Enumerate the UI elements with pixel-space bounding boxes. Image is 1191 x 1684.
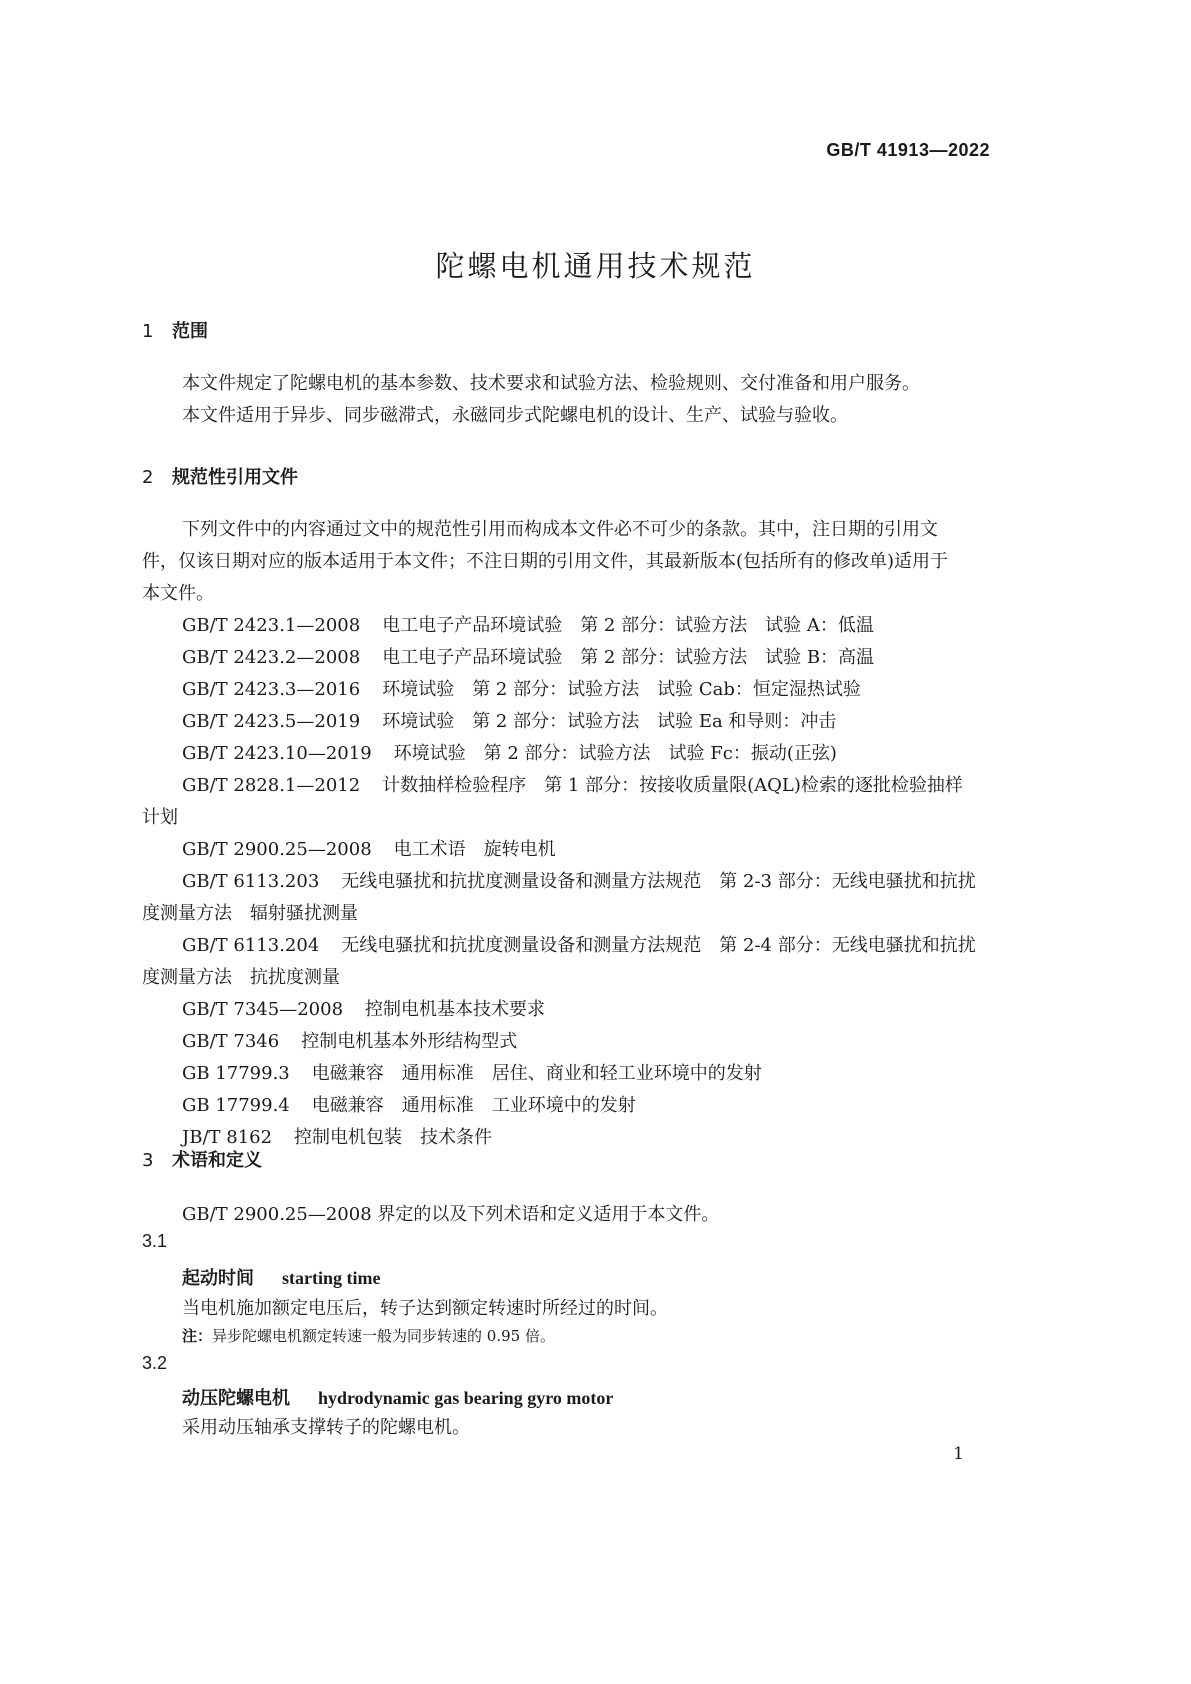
reference-title: 电工术语 旋转电机 — [393, 839, 556, 860]
term-number: 3.1 — [142, 1231, 168, 1251]
reference-code: GB/T 2828.1—2012 — [182, 775, 361, 796]
term-number: 3.2 — [142, 1353, 168, 1373]
reference-title: 环境试验 第 2 部分：试验方法 试验 Fc：振动(正弦) — [393, 743, 837, 764]
reference-item — [142, 1090, 1062, 1122]
section-number: 3 — [142, 1150, 154, 1171]
section-title: 范围 — [172, 321, 208, 342]
reference-title: 控制电机包装 技术条件 — [294, 1127, 493, 1148]
reference-title: 无线电骚扰和抗扰度测量设备和测量方法规范 第 2-3 部分：无线电骚扰和抗扰 — [341, 871, 976, 892]
paragraph-line: 件，仅该日期对应的版本适用于本文件；不注日期的引用文件，其最新版本(包括所有的修改单)适用于 — [142, 551, 949, 572]
reference-code: GB/T 2423.3—2016 — [182, 679, 361, 700]
reference-item — [142, 706, 1062, 738]
section-title: 规范性引用文件 — [172, 467, 298, 488]
reference-item — [142, 866, 1062, 898]
reference-code: GB/T 7346 — [182, 1031, 280, 1052]
term-entry — [182, 1384, 613, 1410]
reference-code: GB/T 6113.203 — [182, 871, 320, 892]
section-number: 1 — [142, 321, 154, 342]
reference-code: GB/T 2423.10—2019 — [182, 743, 372, 764]
reference-code: GB/T 2900.25—2008 — [182, 839, 372, 860]
term-chinese: 动压陀螺电机 — [182, 1388, 290, 1409]
reference-code: GB/T 2423.1—2008 — [182, 615, 361, 636]
reference-title: 无线电骚扰和抗扰度测量设备和测量方法规范 第 2-4 部分：无线电骚扰和抗扰 — [341, 935, 976, 956]
reference-item — [142, 1122, 1062, 1154]
reference-continuation: 计划 — [142, 807, 178, 828]
term-english: hydrodynamic gas bearing gyro motor — [318, 1388, 614, 1408]
paragraph: 本文件规定了陀螺电机的基本参数、技术要求和试验方法、检验规则、交付准备和用户服务。 — [182, 373, 920, 394]
reference-item — [142, 1026, 1062, 1058]
reference-title: 计数抽样检验程序 第 1 部分：按接收质量限(AQL)检索的逐批检验抽样 — [382, 775, 963, 796]
reference-item — [142, 930, 1062, 962]
reference-title: 控制电机基本技术要求 — [365, 999, 546, 1020]
reference-item — [142, 738, 1062, 770]
reference-title: 环境试验 第 2 部分：试验方法 试验 Cab：恒定湿热试验 — [382, 679, 861, 700]
reference-continuation: 度测量方法 抗扰度测量 — [142, 967, 340, 988]
paragraph-line: 本文件。 — [142, 583, 214, 604]
section-heading-normative-refs — [142, 463, 298, 489]
reference-title: 环境试验 第 2 部分：试验方法 试验 Ea 和导则：冲击 — [382, 711, 837, 732]
reference-code: GB 17799.3 — [182, 1063, 290, 1084]
scope-paragraphs — [142, 368, 1062, 432]
reference-code: GB/T 7345—2008 — [182, 999, 344, 1020]
reference-title: 电工电子产品环境试验 第 2 部分：试验方法 试验 A：低温 — [382, 615, 874, 636]
reference-title: 电磁兼容 通用标准 居住、商业和轻工业环境中的发射 — [311, 1063, 762, 1084]
term-entry — [182, 1264, 380, 1290]
section-number: 2 — [142, 467, 154, 488]
reference-title: 电磁兼容 通用标准 工业环境中的发射 — [311, 1095, 636, 1116]
paragraph: 本文件适用于异步、同步磁滞式，永磁同步式陀螺电机的设计、生产、试验与验收。 — [182, 405, 848, 426]
reference-item — [142, 770, 1062, 802]
normative-refs-body — [142, 514, 1062, 1154]
reference-item — [142, 834, 1062, 866]
reference-item — [142, 610, 1062, 642]
reference-item — [142, 994, 1062, 1026]
term-definition: 当电机施加额定电压后，转子达到额定转速时所经过的时间。 — [182, 1298, 668, 1319]
terms-intro: GB/T 2900.25—2008 界定的以及下列术语和定义适用于本文件。 — [182, 1204, 720, 1225]
term-english: starting time — [282, 1268, 381, 1288]
term-definition: 采用动压轴承支撑转子的陀螺电机。 — [182, 1417, 470, 1438]
note-label: 注： — [182, 1327, 213, 1345]
reference-title: 控制电机基本外形结构型式 — [301, 1031, 518, 1052]
section-heading-terms — [142, 1146, 262, 1172]
paragraph-line: 下列文件中的内容通过文中的规范性引用而构成本文件必不可少的条款。其中，注日期的引用文 — [182, 519, 938, 540]
reference-code: GB/T 2423.5—2019 — [182, 711, 361, 732]
reference-item — [142, 642, 1062, 674]
section-title: 术语和定义 — [172, 1150, 262, 1171]
reference-title: 电工电子产品环境试验 第 2 部分：试验方法 试验 B：高温 — [382, 647, 875, 668]
reference-code: JB/T 8162 — [182, 1127, 273, 1148]
document-title: 陀螺电机通用技术规范 — [435, 249, 756, 283]
reference-item — [142, 1058, 1062, 1090]
reference-item — [142, 674, 1062, 706]
reference-continuation: 度测量方法 辐射骚扰测量 — [142, 903, 358, 924]
reference-code: GB/T 2423.2—2008 — [182, 647, 361, 668]
reference-code: GB 17799.4 — [182, 1095, 290, 1116]
term-note — [182, 1325, 555, 1346]
reference-code: GB/T 6113.204 — [182, 935, 320, 956]
standard-code: GB/T 41913—2022 — [826, 140, 990, 160]
page-number: 1 — [953, 1444, 964, 1464]
section-heading-scope — [142, 317, 208, 343]
note-text: 异步陀螺电机额定转速一般为同步转速的 0.95 倍。 — [212, 1327, 555, 1345]
term-chinese: 起动时间 — [182, 1268, 254, 1289]
